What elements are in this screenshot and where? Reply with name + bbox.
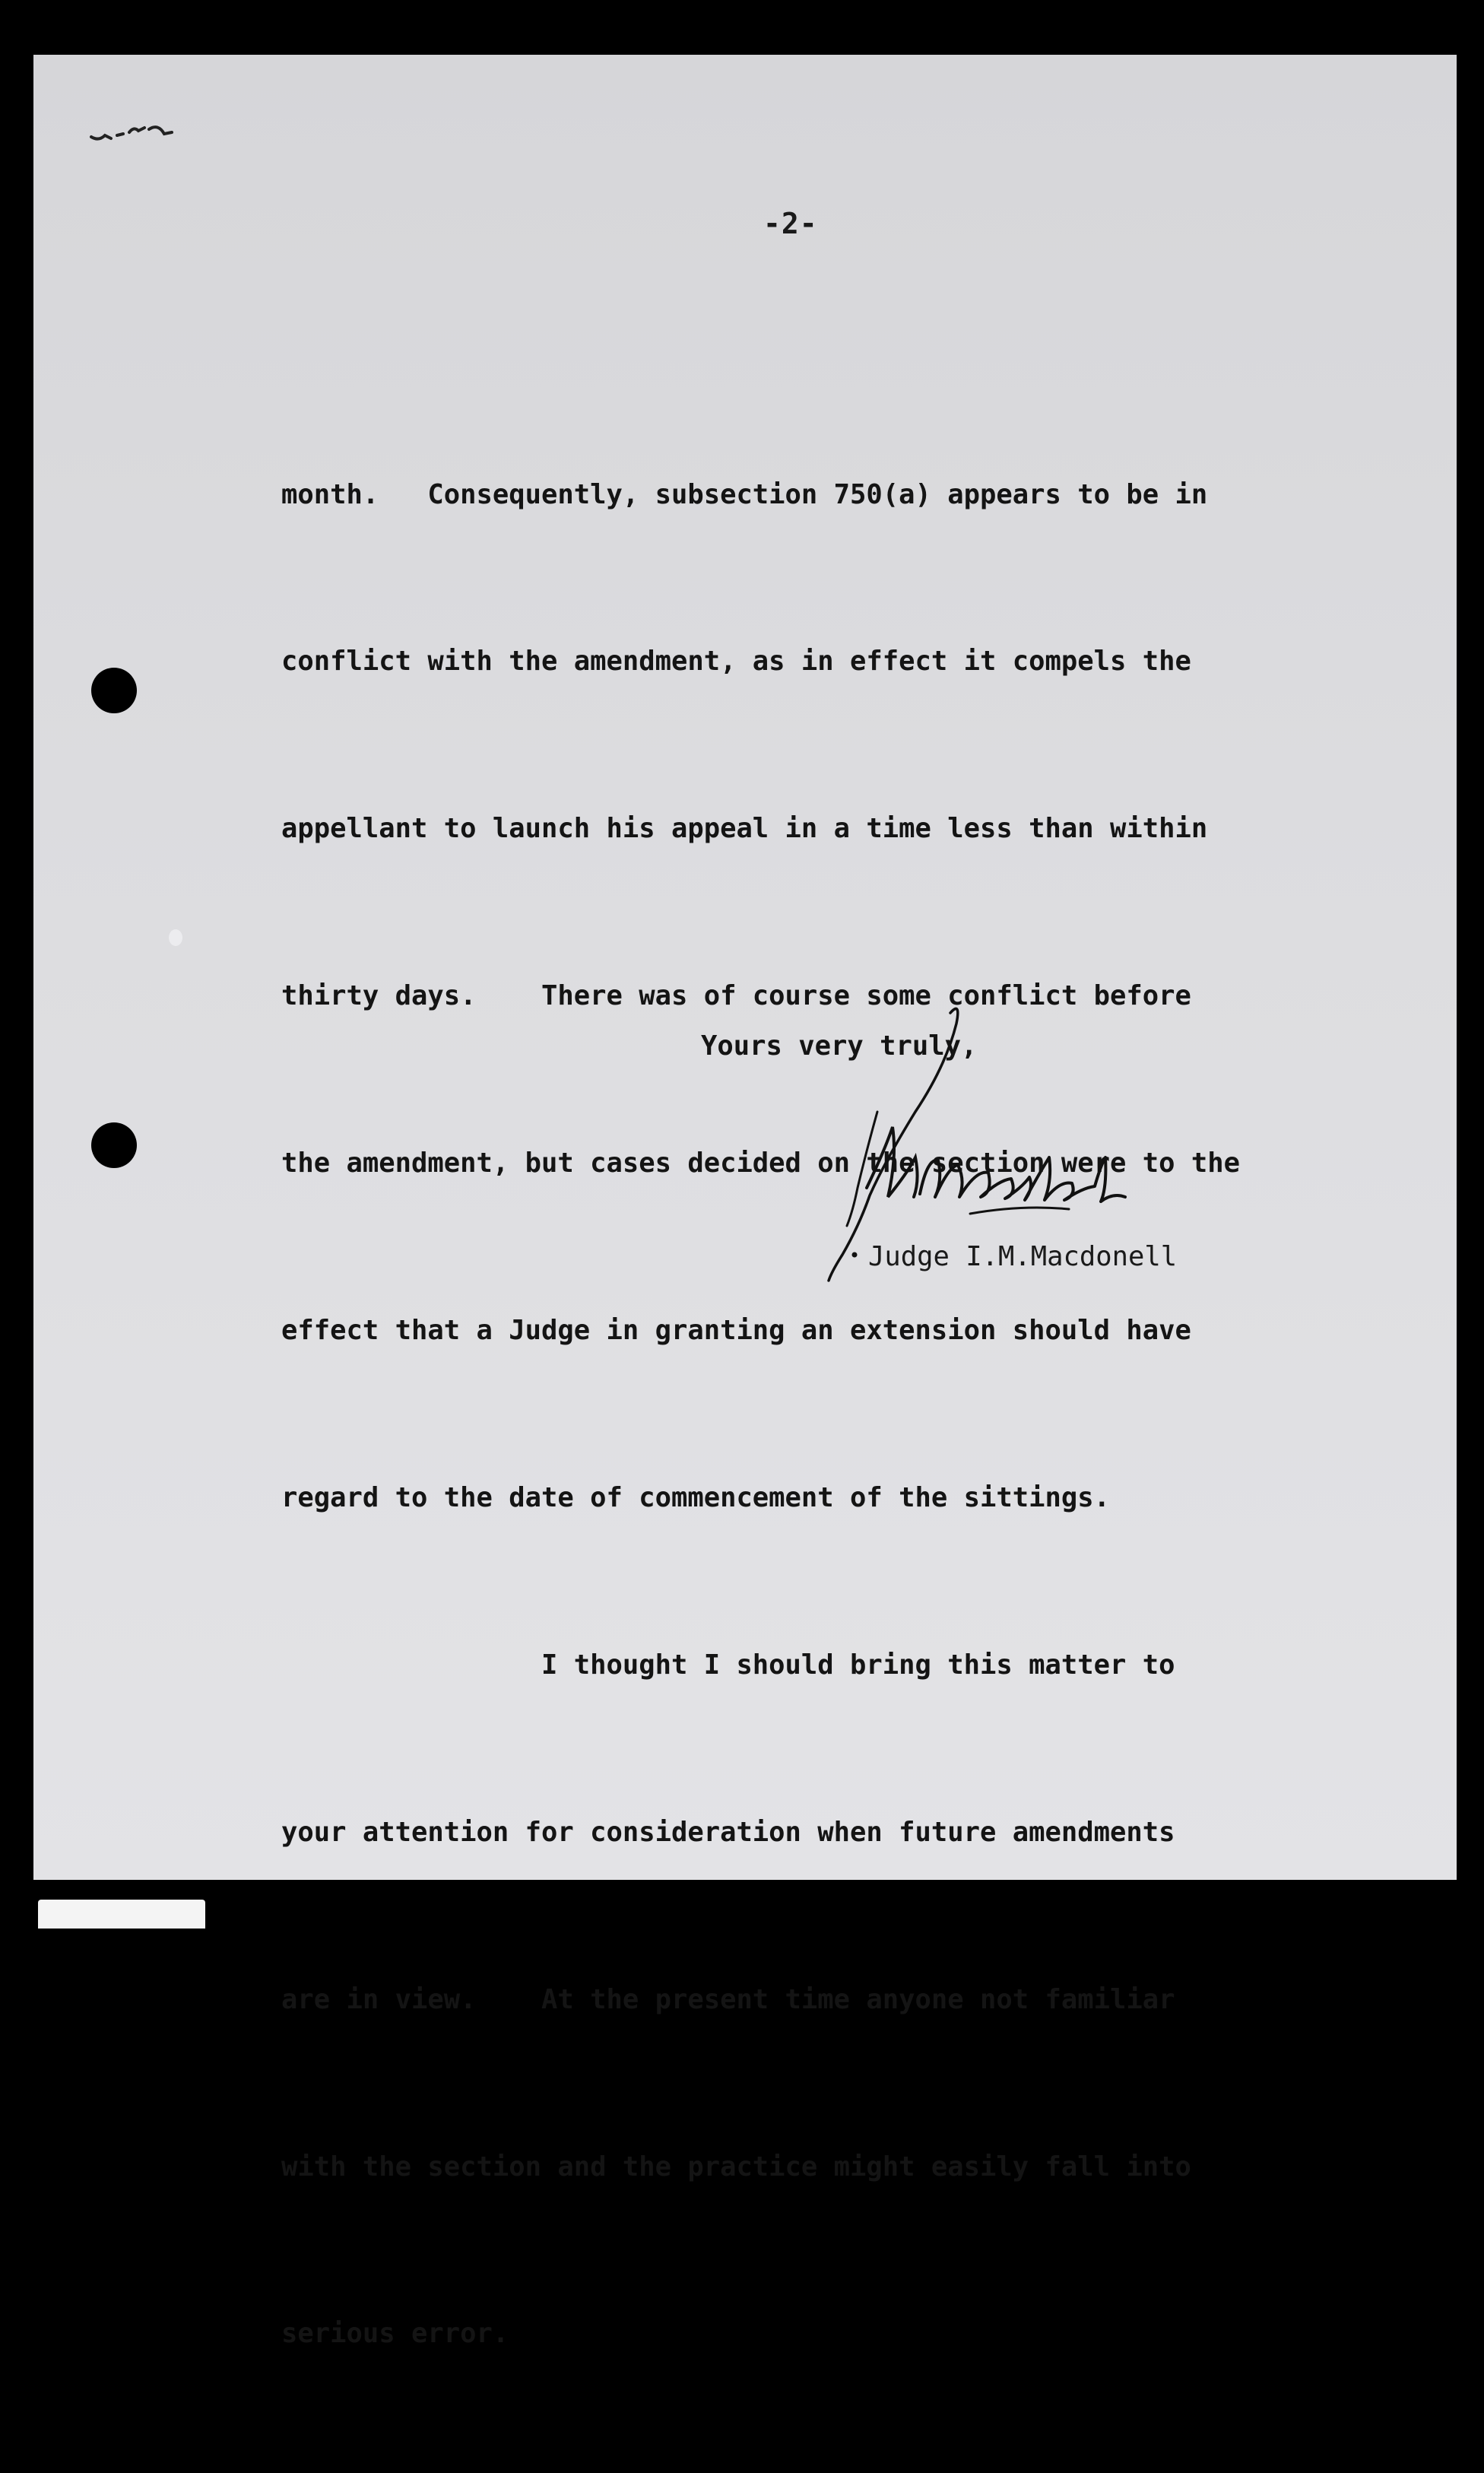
body-line: your attention for consideration when future amendments — [281, 1816, 1175, 1848]
body-line: appellant to launch his appeal in a time less than within — [281, 813, 1208, 845]
body-line: conflict with the amendment, as in effect it compels the — [281, 646, 1191, 678]
closing-salutation: Yours very truly, — [701, 1030, 978, 1062]
signer-name: Judge I.M.Macdonell — [868, 1241, 1178, 1272]
body-line: regard to the date of commencement of the sittings. — [281, 1481, 1111, 1513]
punch-hole — [91, 668, 137, 713]
body-line: with the section and the practice might easily fall into — [281, 2151, 1191, 2183]
letter-body — [281, 355, 1330, 2473]
body-line: month. Consequently, subsection 750(a) appears to be in — [281, 478, 1208, 510]
body-line: are in view. At the present time anyone not familiar — [281, 1983, 1175, 2015]
archive-label-tab — [38, 1900, 205, 1929]
letter-page — [33, 55, 1457, 2350]
body-line: thirty days. There was of course some conflict before — [281, 980, 1191, 1012]
stray-ink-mark — [88, 116, 179, 146]
page-number: -2- — [763, 207, 818, 240]
body-line: effect that a Judge in granting an extension should have — [281, 1315, 1191, 1347]
body-line: I thought I should bring this matter to — [281, 1649, 1175, 1681]
body-line: the amendment, but cases decided on the section were to the — [281, 1148, 1240, 1179]
body-line: serious error. — [281, 2318, 509, 2350]
paper-speck — [169, 929, 182, 946]
punch-hole — [91, 1122, 137, 1168]
